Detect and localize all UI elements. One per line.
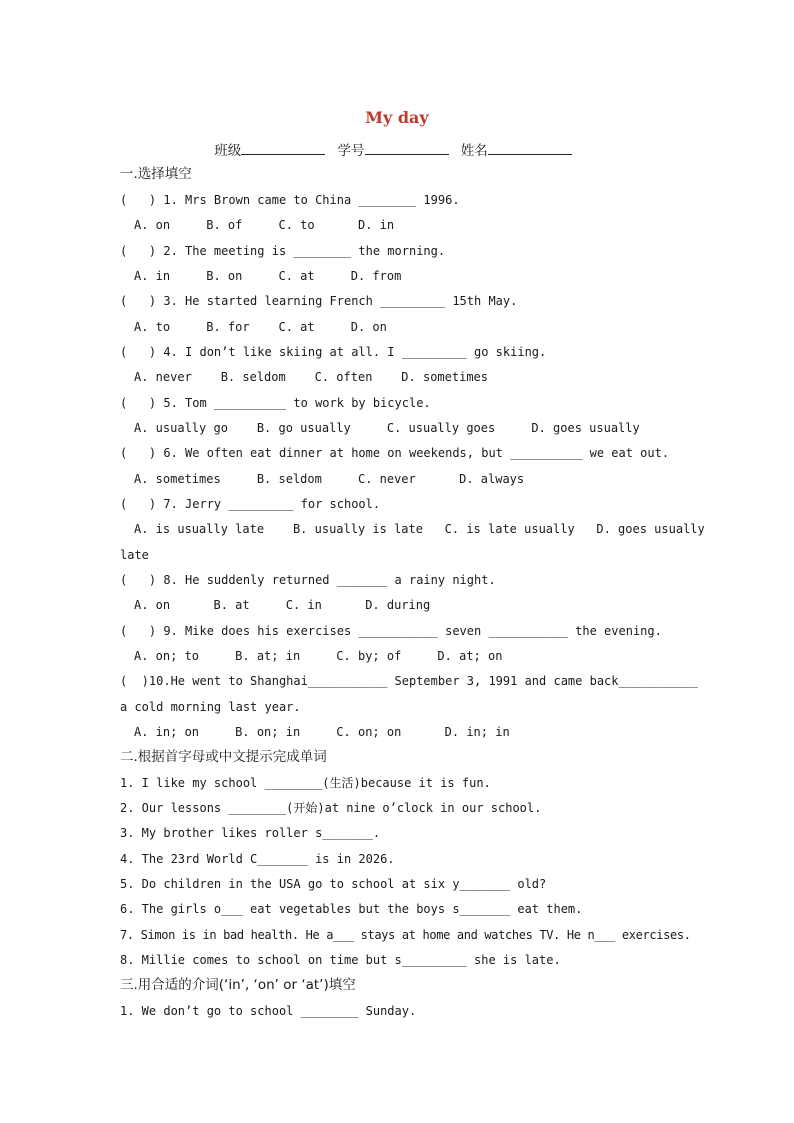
- section2-item-6: 6. The girls o___ eat vegetables but the boys s_______ eat them.: [120, 902, 583, 916]
- question-3-options: A. to B. for C. at D. on: [134, 320, 387, 334]
- section2-item-7: 7. Simon is in bad health. He a___ stays at home and watches TV. He n___ exercises.: [120, 928, 691, 942]
- number-label: 学号: [337, 143, 365, 159]
- section2-item-8: 8. Millie comes to school on time but s_________ she is late.: [120, 953, 561, 967]
- question-1-options: A. on B. of C. to D. in: [134, 218, 395, 232]
- number-blank[interactable]: [365, 142, 449, 155]
- question-8-options: A. on B. at C. in D. during: [134, 598, 431, 612]
- class-blank[interactable]: [241, 142, 325, 155]
- question-5-options: A. usually go B. go usually C. usually goes D. goes usually: [134, 421, 640, 435]
- question-10-continuation: a cold morning last year.: [120, 700, 301, 714]
- question-10-stem: ( )10.He went to Shanghai___________ September 3, 1991 and came back___________: [120, 674, 698, 688]
- question-6-options: A. sometimes B. seldom C. never D. always: [134, 472, 525, 486]
- section2-item-4: 4. The 23rd World C_______ is in 2026.: [120, 852, 395, 866]
- question-2-stem: ( ) 2. The meeting is ________ the morning.: [120, 244, 446, 258]
- question-4-stem: ( ) 4. I don’t like skiing at all. I _________ go skiing.: [120, 345, 547, 359]
- question-6-stem: ( ) 6. We often eat dinner at home on weekends, but __________ we eat out.: [120, 446, 670, 460]
- section3-item-1: 1. We don’t go to school ________ Sunday.: [120, 1004, 417, 1018]
- question-4-options: A. never B. seldom C. often D. sometimes: [134, 370, 489, 384]
- section2-item-1: 1. I like my school ________(生活)because it is fun.: [120, 776, 491, 790]
- question-1-stem: ( ) 1. Mrs Brown came to China ________ 1996.: [120, 193, 460, 207]
- question-7-options: A. is usually late B. usually is late C. is late usually D. goes usually: [134, 522, 705, 536]
- student-info-row: [0, 139, 794, 159]
- question-9-options: A. on; to B. at; in C. by; of D. at; on: [134, 649, 503, 663]
- question-7-continuation: late: [120, 548, 149, 562]
- section3-heading: 三.用合适的介词(‘in’, ‘on’ or ‘at’)填空: [120, 977, 356, 993]
- name-label: 姓名: [460, 143, 488, 159]
- section2-item-3: 3. My brother likes roller s_______.: [120, 826, 381, 840]
- section2-item-2: 2. Our lessons ________(开始)at nine o’clock in our school.: [120, 801, 542, 815]
- question-3-stem: ( ) 3. He started learning French _________ 15th May.: [120, 294, 518, 308]
- question-9-stem: ( ) 9. Mike does his exercises ___________ seven ___________ the evening.: [120, 624, 662, 638]
- section2-item-5: 5. Do children in the USA go to school at six y_______ old?: [120, 877, 547, 891]
- question-10-options: A. in; on B. on; in C. on; on D. in; in: [134, 725, 510, 739]
- class-label: 班级: [214, 143, 242, 159]
- name-blank[interactable]: [488, 142, 572, 155]
- question-5-stem: ( ) 5. Tom __________ to work by bicycle.: [120, 396, 431, 410]
- section2-heading: 二.根据首字母或中文提示完成单词: [120, 749, 327, 765]
- question-7-stem: ( ) 7. Jerry _________ for school.: [120, 497, 381, 511]
- question-8-stem: ( ) 8. He suddenly returned _______ a rainy night.: [120, 573, 496, 587]
- question-2-options: A. in B. on C. at D. from: [134, 269, 402, 283]
- page-title: My day: [365, 108, 429, 127]
- section1-heading: 一.选择填空: [120, 166, 192, 182]
